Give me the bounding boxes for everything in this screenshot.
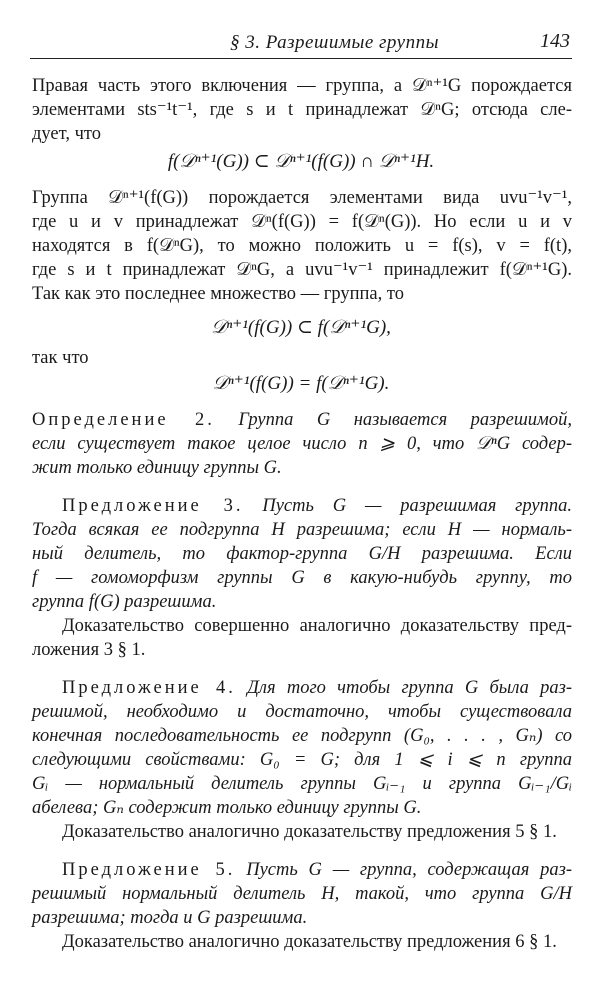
proposition4-line-6: абелева; Gₙ содержит только единицу группы G. (32, 798, 422, 818)
proposition4-line-1 (62, 676, 572, 700)
paragraph2-line-2: где u и v принадлежат 𝒟ⁿ(f(G)) = f(𝒟ⁿ(G)). Но если u и v (32, 212, 572, 232)
proposition5-line-2: решимый нормальный делитель H, такой, что группа G/H (32, 884, 572, 904)
proposition4-line-2: решимой, необходимо и достаточно, чтобы существовала (32, 702, 572, 722)
formula-equality: 𝒟ⁿ⁺¹(f(G)) = f(𝒟ⁿ⁺¹G). (212, 373, 390, 394)
page-header (30, 30, 572, 59)
formula-inclusion: f(𝒟ⁿ⁺¹(G)) ⊂ 𝒟ⁿ⁺¹(f(G)) ∩ 𝒟ⁿ⁺¹H. (167, 151, 435, 172)
proposition3-text-1: Пусть G — разрешимая группа. (262, 496, 572, 516)
proposition4-line-5: Gᵢ — нормальный делитель группы Gᵢ₋₁ и группа Gᵢ₋₁/Gᵢ (32, 774, 572, 794)
proposition3-label: Предложение 3. (62, 496, 244, 516)
proposition3-line-1 (62, 494, 572, 518)
paragraph2-line-4: где s и t принадлежат 𝒟ⁿG, а uvu⁻¹v⁻¹ принадлежит f(𝒟ⁿ⁺¹G). (32, 260, 572, 280)
proposition3-line-3: ный делитель, то фактор-группа G/H разрешима. Если (32, 544, 572, 564)
paragraph2-line-1: Группа 𝒟ⁿ⁺¹(f(G)) порождается элементами вида uvu⁻¹v⁻¹, (32, 188, 572, 208)
proposition4-proof: Доказательство аналогично доказательству предложения 5 § 1. (62, 822, 557, 842)
proposition3-line-2: Тогда всякая ее подгруппа H разрешима; если H — нормаль- (32, 520, 572, 540)
proposition4-text-1: Для того чтобы группа G была раз- (247, 678, 572, 698)
proposition4-line-3: конечная последовательность ее подгрупп (G₀, . . . , Gₙ) со (32, 726, 572, 746)
paragraph2-line-5: Так как это последнее множество — группа, то (32, 284, 404, 304)
definition2-text-1: Группа G называется разрешимой, (238, 410, 572, 430)
paragraph2-line-3: находятся в f(𝒟ⁿG), то можно положить u = f(s), v = f(t), (32, 236, 572, 256)
definition2-line-1 (32, 408, 572, 432)
proposition5-line-3: разрешима; тогда и G разрешима. (32, 908, 308, 928)
intro-line-3: дует, что (32, 124, 101, 144)
proposition3-line-5: группа f(G) разрешима. (32, 592, 217, 612)
definition2-line-3: жит только единицу группы G. (32, 458, 282, 478)
proposition5-line-1 (62, 858, 572, 882)
running-head: § 3. Разрешимые группы (230, 32, 439, 53)
intro-line-1: Правая часть этого включения — группа, а 𝒟ⁿ⁺¹G порождается (32, 76, 572, 96)
proposition3-proof-1: Доказательство совершенно аналогично доказательству пред- (62, 616, 572, 636)
definition2-line-2: если существует такое целое число n ⩾ 0, что 𝒟ⁿG содер- (32, 434, 572, 454)
formula-subset: 𝒟ⁿ⁺¹(f(G)) ⊂ f(𝒟ⁿ⁺¹G), (211, 317, 391, 338)
proposition5-text-1: Пусть G — группа, содержащая раз- (246, 860, 573, 880)
proposition5-proof: Доказательство аналогично доказательству предложения 6 § 1. (62, 932, 557, 952)
tak-chto: так что (32, 348, 89, 368)
definition2-label: Определение 2. (32, 410, 215, 430)
intro-line-2: элементами sts⁻¹t⁻¹, где s и t принадлежат 𝒟ⁿG; отсюда сле- (32, 100, 572, 120)
proposition4-label: Предложение 4. (62, 678, 236, 698)
page-number: 143 (540, 30, 570, 52)
proposition3-line-4: f — гомоморфизм группы G в какую-нибудь группу, то (32, 568, 572, 588)
proposition3-proof-2: ложения 3 § 1. (32, 640, 146, 660)
proposition5-label: Предложение 5. (62, 860, 236, 880)
proposition4-line-4: следующими свойствами: G₀ = G; для 1 ⩽ i ⩽ n группа (32, 750, 572, 770)
